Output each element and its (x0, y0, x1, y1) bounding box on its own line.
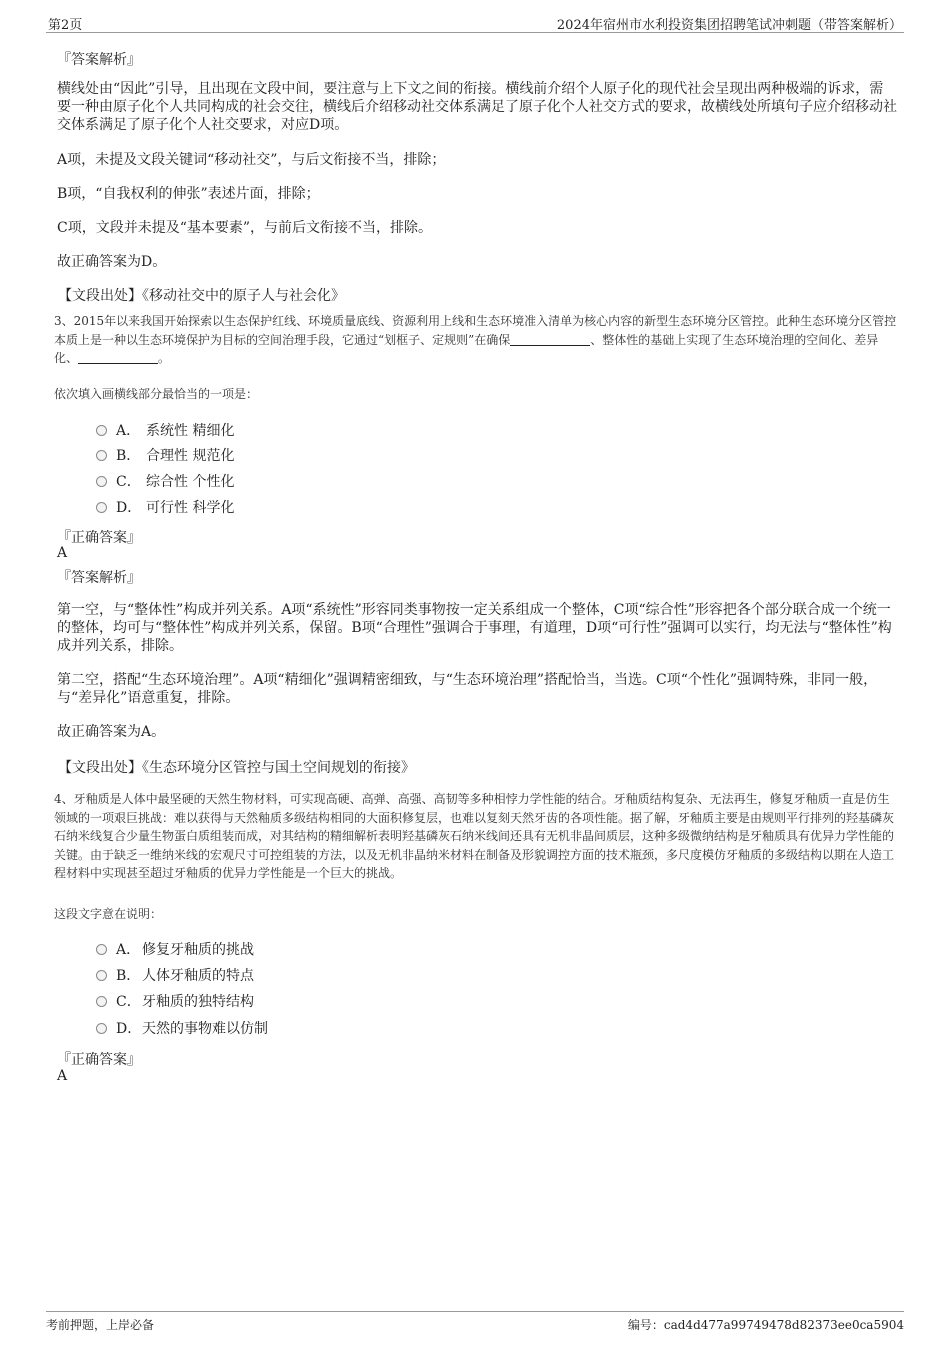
fill-blank-1 (510, 333, 590, 346)
q3-analysis-paragraph-1: 第一空，与“整体性”构成并列关系。A项“系统性”形容同类事物按一定关系组成一个整体，C项“综合性”形容把各个部分联合成一个统一的整体，均可与“整体性”构成并列关系，保留。B项“合理性”强调合于事理，有道理，D项“可行性”强调可以实行，均无法与“整体性”构成并列关系，排除。 (57, 602, 892, 654)
q3-option-b[interactable]: B． 合理性 规范化 (96, 447, 234, 465)
q2-analysis-paragraph: 横线处由“因此”引导，且出现在文段中间，要注意与上下文之间的衔接。横线前介绍个人原子化的现代社会呈现出两种极端的诉求，需要一种由原子化个人共同构成的社会交往，横线后介绍移动社交体系满足了原子化个人社交方式的要求，故横线处所填句子应介绍移动社交体系满足了原子化个人社交要求，对应D项。 (57, 81, 897, 133)
page-footer (46, 1311, 904, 1333)
radio-icon[interactable] (96, 502, 107, 513)
radio-icon[interactable] (96, 1023, 107, 1034)
q4-option-b[interactable]: B． 人体牙釉质的特点 (96, 967, 254, 985)
q4-option-c[interactable]: C．牙釉质的独特结构 (96, 993, 254, 1011)
q2-source: 【文段出处】《移动社交中的原子人与社会化》 (58, 288, 345, 304)
q2-analysis-label: 『答案解析』 (57, 52, 141, 68)
q2-conclusion: 故正确答案为D。 (57, 254, 167, 270)
radio-icon[interactable] (96, 996, 107, 1007)
q3-option-d[interactable]: D． 可行性 科学化 (96, 499, 234, 517)
q2-option-c-analysis: C项，文段并未提及“基本要素”，与前后文衔接不当，排除。 (57, 220, 433, 236)
page-number: 第2页 (48, 18, 83, 33)
document-id: 编号：cad4d477a99749478d82373ee0ca5904 (627, 1318, 904, 1332)
q3-option-c[interactable]: C． 综合性 个性化 (96, 473, 234, 491)
q4-answer-label: 『正确答案』 (57, 1052, 141, 1068)
q4-stem: 4、牙釉质是人体中最坚硬的天然生物材料，可实现高硬、高弹、高强、高韧等多种相悖力学性能的结合。牙釉质结构复杂、无法再生，修复牙釉质一直是仿生领域的一项艰巨挑战：难以获得与天然釉质多级结构相同的大面积修复层，也难以复刻天然牙齿的各项性能。据了解，牙釉质主要是由规则平行排列的羟基磷灰石纳米线复合少量生物蛋白质组装而成，对其结构的精细解析表明羟基磷灰石纳米线间还具有无机非晶间质层，这种多级微纳结构是牙釉质具有优异力学性能的关键。由于缺乏一维纳米线的宏观尺寸可控组装的方法，以及无机非晶纳米材料在制备及形貌调控方面的技术瓶颈，多尺度模仿牙釉质的多级结构以期在人造工程材料中实现甚至超过牙釉质的优异力学性能是一个巨大的挑战。 (54, 792, 895, 880)
footer-slogan: 考前押题，上岸必备 (46, 1318, 155, 1332)
q3-stem: 3、2015年以来我国开始探索以生态保护红线、环境质量底线、资源利用上线和生态环境准入清单为核心内容的新型生态环境分区管控。此种生态环境分区管控本质上是一种以生态环境保护为目标的空间治理手段，它通过“划框子、定规则”在确保 、整体性的基础上实现了生态环境治理的空间化、差异化、 。 (54, 314, 897, 365)
q3-analysis-label: 『答案解析』 (57, 570, 141, 586)
q4-prompt: 这段文字意在说明： (54, 907, 163, 921)
q2-option-b-analysis: B项，“自我权利的伸张”表述片面，排除； (57, 186, 320, 202)
q3-option-a[interactable]: A． 系统性 精细化 (96, 422, 234, 440)
q3-source: 【文段出处】《生态环境分区管控与国土空间规划的衔接》 (58, 760, 415, 776)
q3-prompt: 依次填入画横线部分最恰当的一项是： (54, 387, 259, 401)
q2-option-a-analysis: A项，未提及文段关键词“移动社交”，与后文衔接不当，排除； (57, 152, 446, 168)
q3-conclusion: 故正确答案为A。 (57, 724, 166, 740)
fill-blank-2 (78, 351, 158, 364)
page-header (46, 14, 904, 33)
q4-answer: A (57, 1068, 68, 1084)
radio-icon[interactable] (96, 425, 107, 436)
q3-answer: A (57, 545, 68, 561)
q4-option-d[interactable]: D．天然的事物难以仿制 (96, 1020, 268, 1038)
radio-icon[interactable] (96, 944, 107, 955)
document-title: 2024年宿州市水利投资集团招聘笔试冲刺题（带答案解析） (556, 18, 902, 33)
q4-option-a[interactable]: A． 修复牙釉质的挑战 (96, 941, 254, 959)
q3-answer-label: 『正确答案』 (57, 530, 141, 546)
radio-icon[interactable] (96, 970, 107, 981)
radio-icon[interactable] (96, 450, 107, 461)
q3-analysis-paragraph-2: 第二空，搭配“生态环境治理”。A项“精细化”强调精密细致，与“生态环境治理”搭配恰当，当选。C项“个性化”强调特殊，非同一般，与“差异化”语意重复，排除。 (57, 672, 878, 706)
radio-icon[interactable] (96, 476, 107, 487)
